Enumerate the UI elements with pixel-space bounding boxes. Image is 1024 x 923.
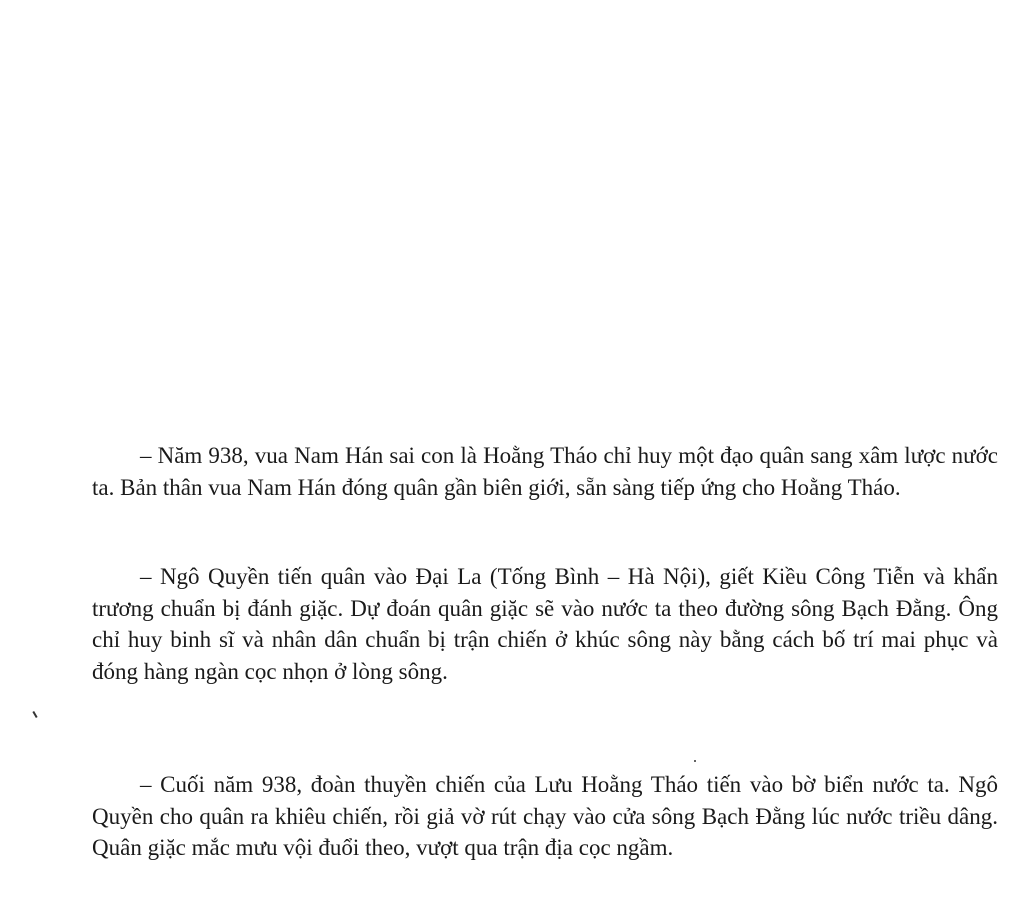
scan-speck xyxy=(694,760,696,762)
paragraph-nam-han-invasion: – Năm 938, vua Nam Hán sai con là Hoằng Tháo chỉ huy một đạo quân sang xâm lược nước ta. Bản thân vua Nam Hán đóng quân gần biên giới, sẵn sàng tiếp ứng cho Hoằng Tháo. xyxy=(92,443,998,500)
paragraph-ngo-quyen-preparation: – Ngô Quyền tiến quân vào Đại La (Tống Bình – Hà Nội), giết Kiều Công Tiễn và khẩn trương chuẩn bị đánh giặc. Dự đoán quân giặc sẽ vào nước ta theo đường sông Bạch Đằng. Ông chỉ huy binh sĩ và nhân dân chuẩn bị trận chiến ở khúc sông này bằng cách bố trí mai phục và đóng hàng ngàn cọc nhọn ở lòng sông. xyxy=(92,564,998,684)
paragraph-bach-dang-battle: – Cuối năm 938, đoàn thuyền chiến của Lưu Hoằng Tháo tiến vào bờ biển nước ta. Ngô Quyền cho quân ra khiêu chiến, rồi giả vờ rút chạy vào cửa sông Bạch Đằng lúc nước triều dâng. Quân giặc mắc mưu vội đuổi theo, vượt qua trận địa cọc ngầm. xyxy=(92,772,998,860)
scan-speck xyxy=(32,711,37,718)
